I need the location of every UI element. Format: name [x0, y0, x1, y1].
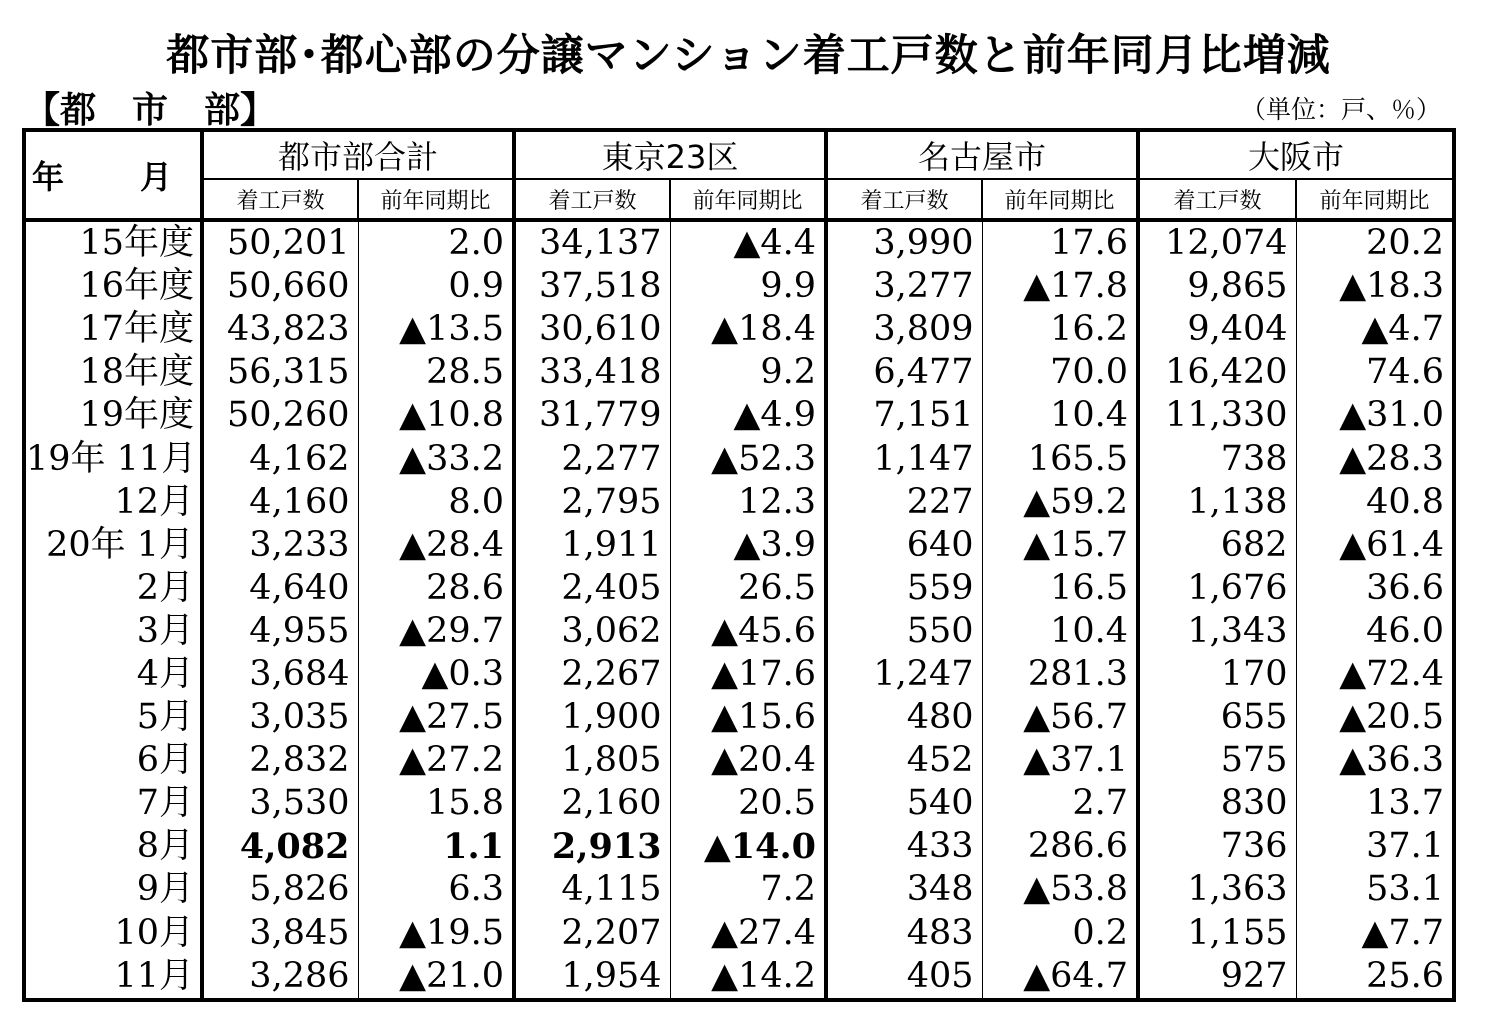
cell-urban-total-starts: 3,684: [202, 653, 358, 696]
cell-urban-total-starts: 43,823: [202, 308, 358, 351]
cell-osaka-yoy: ▲18.3: [1296, 265, 1454, 308]
region-header-osaka: 大阪市: [1138, 130, 1454, 179]
cell-nagoya-yoy: 16.2: [982, 308, 1138, 351]
cell-urban-total-starts: 3,286: [202, 955, 358, 1000]
cell-osaka-yoy: 53.1: [1296, 868, 1454, 911]
sub-header-starts: 着工戸数: [1138, 179, 1296, 220]
table-row: [24, 265, 1454, 308]
cell-tokyo-23-yoy: 7.2: [670, 868, 826, 911]
cell-osaka-starts: 9,865: [1138, 265, 1296, 308]
table-row: [24, 481, 1454, 524]
section-label: 【都 市 部】: [24, 90, 277, 131]
cell-urban-total-yoy: ▲19.5: [358, 912, 514, 955]
cell-urban-total-starts: 2,832: [202, 739, 358, 782]
cell-tokyo-23-starts: 2,913: [514, 825, 670, 868]
cell-urban-total-yoy: ▲0.3: [358, 653, 514, 696]
cell-urban-total-yoy: ▲27.5: [358, 696, 514, 739]
row-label: 15年度: [24, 220, 202, 265]
cell-nagoya-starts: 452: [826, 739, 982, 782]
cell-tokyo-23-yoy: ▲3.9: [670, 524, 826, 567]
cell-tokyo-23-yoy: ▲15.6: [670, 696, 826, 739]
cell-nagoya-yoy: 17.6: [982, 220, 1138, 265]
row-label: 12月: [24, 481, 202, 524]
unit-label: （単位：戸、％）: [1240, 95, 1441, 124]
cell-tokyo-23-yoy: 9.2: [670, 351, 826, 394]
table-row: [24, 610, 1454, 653]
cell-tokyo-23-starts: 1,911: [514, 524, 670, 567]
table-row: [24, 394, 1454, 437]
cell-nagoya-starts: 405: [826, 955, 982, 1000]
cell-urban-total-yoy: 28.5: [358, 351, 514, 394]
table-row: [24, 868, 1454, 911]
row-label: 18年度: [24, 351, 202, 394]
cell-tokyo-23-starts: 1,900: [514, 696, 670, 739]
cell-osaka-starts: 575: [1138, 739, 1296, 782]
cell-tokyo-23-yoy: ▲17.6: [670, 653, 826, 696]
cell-urban-total-starts: 4,162: [202, 437, 358, 480]
housing-starts-table: [22, 128, 1456, 1002]
row-label: 19年度: [24, 394, 202, 437]
cell-urban-total-yoy: ▲13.5: [358, 308, 514, 351]
year-month-header: 年 月: [24, 130, 202, 220]
cell-nagoya-starts: 1,247: [826, 653, 982, 696]
cell-urban-total-starts: 50,201: [202, 220, 358, 265]
cell-urban-total-starts: 4,640: [202, 567, 358, 610]
cell-urban-total-starts: 50,660: [202, 265, 358, 308]
table-row: [24, 912, 1454, 955]
cell-tokyo-23-starts: 2,207: [514, 912, 670, 955]
cell-osaka-yoy: 13.7: [1296, 782, 1454, 825]
cell-tokyo-23-starts: 31,779: [514, 394, 670, 437]
cell-osaka-yoy: ▲7.7: [1296, 912, 1454, 955]
cell-nagoya-starts: 550: [826, 610, 982, 653]
cell-nagoya-starts: 480: [826, 696, 982, 739]
row-label: 10月: [24, 912, 202, 955]
cell-nagoya-yoy: ▲17.8: [982, 265, 1138, 308]
cell-osaka-starts: 682: [1138, 524, 1296, 567]
row-label: 20年 1月: [24, 524, 202, 567]
cell-osaka-yoy: ▲61.4: [1296, 524, 1454, 567]
cell-osaka-yoy: 20.2: [1296, 220, 1454, 265]
cell-tokyo-23-yoy: ▲4.9: [670, 394, 826, 437]
sub-header-row: [24, 179, 1454, 220]
cell-osaka-starts: 9,404: [1138, 308, 1296, 351]
cell-osaka-starts: 655: [1138, 696, 1296, 739]
sub-header-yoy: 前年同期比: [982, 179, 1138, 220]
cell-nagoya-starts: 3,990: [826, 220, 982, 265]
cell-osaka-starts: 12,074: [1138, 220, 1296, 265]
cell-osaka-yoy: 36.6: [1296, 567, 1454, 610]
cell-tokyo-23-yoy: 12.3: [670, 481, 826, 524]
cell-osaka-yoy: ▲4.7: [1296, 308, 1454, 351]
cell-nagoya-starts: 433: [826, 825, 982, 868]
cell-urban-total-starts: 56,315: [202, 351, 358, 394]
cell-urban-total-yoy: 6.3: [358, 868, 514, 911]
sub-header-yoy: 前年同期比: [358, 179, 514, 220]
table-row: [24, 696, 1454, 739]
cell-tokyo-23-starts: 3,062: [514, 610, 670, 653]
cell-osaka-yoy: 37.1: [1296, 825, 1454, 868]
cell-nagoya-yoy: 2.7: [982, 782, 1138, 825]
table-row: [24, 653, 1454, 696]
cell-urban-total-starts: 3,035: [202, 696, 358, 739]
cell-urban-total-yoy: 8.0: [358, 481, 514, 524]
cell-osaka-starts: 11,330: [1138, 394, 1296, 437]
cell-osaka-starts: 1,363: [1138, 868, 1296, 911]
cell-osaka-starts: 830: [1138, 782, 1296, 825]
row-label: 7月: [24, 782, 202, 825]
row-label: 5月: [24, 696, 202, 739]
cell-nagoya-yoy: ▲64.7: [982, 955, 1138, 1000]
table-row: [24, 308, 1454, 351]
sub-header-yoy: 前年同期比: [1296, 179, 1454, 220]
cell-nagoya-starts: 7,151: [826, 394, 982, 437]
cell-nagoya-yoy: 286.6: [982, 825, 1138, 868]
table-body: [24, 220, 1454, 1000]
cell-osaka-yoy: ▲28.3: [1296, 437, 1454, 480]
cell-tokyo-23-starts: 33,418: [514, 351, 670, 394]
cell-nagoya-yoy: 10.4: [982, 610, 1138, 653]
cell-urban-total-yoy: ▲21.0: [358, 955, 514, 1000]
cell-tokyo-23-starts: 34,137: [514, 220, 670, 265]
cell-nagoya-starts: 540: [826, 782, 982, 825]
cell-nagoya-yoy: 281.3: [982, 653, 1138, 696]
cell-tokyo-23-yoy: ▲18.4: [670, 308, 826, 351]
sub-header-starts: 着工戸数: [202, 179, 358, 220]
cell-nagoya-starts: 348: [826, 868, 982, 911]
cell-tokyo-23-yoy: ▲20.4: [670, 739, 826, 782]
cell-urban-total-yoy: 1.1: [358, 825, 514, 868]
table-row: [24, 567, 1454, 610]
cell-osaka-yoy: ▲72.4: [1296, 653, 1454, 696]
row-label: 17年度: [24, 308, 202, 351]
cell-urban-total-yoy: ▲33.2: [358, 437, 514, 480]
cell-tokyo-23-starts: 1,954: [514, 955, 670, 1000]
cell-urban-total-yoy: 28.6: [358, 567, 514, 610]
sub-header-yoy: 前年同期比: [670, 179, 826, 220]
cell-urban-total-yoy: ▲27.2: [358, 739, 514, 782]
region-header-tokyo-23: 東京23区: [514, 130, 826, 179]
cell-nagoya-yoy: 10.4: [982, 394, 1138, 437]
cell-osaka-starts: 927: [1138, 955, 1296, 1000]
cell-osaka-starts: 1,138: [1138, 481, 1296, 524]
cell-tokyo-23-starts: 2,267: [514, 653, 670, 696]
cell-tokyo-23-yoy: ▲27.4: [670, 912, 826, 955]
cell-tokyo-23-yoy: 9.9: [670, 265, 826, 308]
cell-tokyo-23-starts: 4,115: [514, 868, 670, 911]
table-row: [24, 437, 1454, 480]
cell-nagoya-starts: 3,277: [826, 265, 982, 308]
cell-nagoya-yoy: 165.5: [982, 437, 1138, 480]
cell-urban-total-starts: 3,233: [202, 524, 358, 567]
cell-urban-total-yoy: 0.9: [358, 265, 514, 308]
cell-nagoya-yoy: 70.0: [982, 351, 1138, 394]
cell-tokyo-23-starts: 30,610: [514, 308, 670, 351]
cell-urban-total-starts: 4,082: [202, 825, 358, 868]
cell-urban-total-starts: 3,530: [202, 782, 358, 825]
page-title: 都市部･都心部の分譲マンション着工戸数と前年同月比増減: [166, 31, 1331, 81]
cell-osaka-starts: 1,676: [1138, 567, 1296, 610]
cell-tokyo-23-yoy: ▲4.4: [670, 220, 826, 265]
cell-nagoya-yoy: ▲56.7: [982, 696, 1138, 739]
cell-nagoya-yoy: ▲15.7: [982, 524, 1138, 567]
cell-nagoya-starts: 227: [826, 481, 982, 524]
row-label: 3月: [24, 610, 202, 653]
cell-nagoya-starts: 3,809: [826, 308, 982, 351]
table-row: [24, 782, 1454, 825]
cell-osaka-starts: 738: [1138, 437, 1296, 480]
cell-urban-total-yoy: 2.0: [358, 220, 514, 265]
cell-osaka-yoy: 40.8: [1296, 481, 1454, 524]
cell-nagoya-yoy: ▲53.8: [982, 868, 1138, 911]
row-label: 2月: [24, 567, 202, 610]
cell-urban-total-yoy: 15.8: [358, 782, 514, 825]
cell-tokyo-23-starts: 2,160: [514, 782, 670, 825]
cell-urban-total-starts: 50,260: [202, 394, 358, 437]
cell-urban-total-starts: 4,160: [202, 481, 358, 524]
cell-nagoya-starts: 6,477: [826, 351, 982, 394]
cell-tokyo-23-yoy: ▲45.6: [670, 610, 826, 653]
cell-urban-total-yoy: ▲10.8: [358, 394, 514, 437]
row-label: 9月: [24, 868, 202, 911]
row-label: 19年 11月: [24, 437, 202, 480]
cell-osaka-starts: 16,420: [1138, 351, 1296, 394]
cell-osaka-yoy: 46.0: [1296, 610, 1454, 653]
row-label: 6月: [24, 739, 202, 782]
cell-osaka-yoy: ▲20.5: [1296, 696, 1454, 739]
table-row: [24, 955, 1454, 1000]
cell-nagoya-starts: 640: [826, 524, 982, 567]
cell-tokyo-23-yoy: ▲52.3: [670, 437, 826, 480]
cell-nagoya-yoy: 16.5: [982, 567, 1138, 610]
cell-tokyo-23-yoy: ▲14.2: [670, 955, 826, 1000]
table-row: [24, 351, 1454, 394]
cell-tokyo-23-yoy: 26.5: [670, 567, 826, 610]
table-row: [24, 524, 1454, 567]
cell-osaka-starts: 1,343: [1138, 610, 1296, 653]
cell-tokyo-23-starts: 37,518: [514, 265, 670, 308]
table-row: [24, 739, 1454, 782]
cell-osaka-yoy: ▲31.0: [1296, 394, 1454, 437]
cell-tokyo-23-yoy: ▲14.0: [670, 825, 826, 868]
cell-nagoya-starts: 559: [826, 567, 982, 610]
row-label: 8月: [24, 825, 202, 868]
cell-urban-total-starts: 3,845: [202, 912, 358, 955]
cell-nagoya-yoy: ▲37.1: [982, 739, 1138, 782]
sub-header-starts: 着工戸数: [826, 179, 982, 220]
cell-osaka-starts: 170: [1138, 653, 1296, 696]
cell-urban-total-yoy: ▲28.4: [358, 524, 514, 567]
cell-nagoya-yoy: 0.2: [982, 912, 1138, 955]
table-row: [24, 220, 1454, 265]
table-row: [24, 825, 1454, 868]
cell-urban-total-yoy: ▲29.7: [358, 610, 514, 653]
cell-osaka-yoy: 74.6: [1296, 351, 1454, 394]
region-header-urban-total: 都市部合計: [202, 130, 514, 179]
row-label: 16年度: [24, 265, 202, 308]
sub-header-starts: 着工戸数: [514, 179, 670, 220]
cell-nagoya-yoy: ▲59.2: [982, 481, 1138, 524]
cell-tokyo-23-starts: 2,795: [514, 481, 670, 524]
region-header-row: [24, 130, 1454, 179]
row-label: 4月: [24, 653, 202, 696]
cell-osaka-starts: 736: [1138, 825, 1296, 868]
cell-osaka-starts: 1,155: [1138, 912, 1296, 955]
cell-tokyo-23-yoy: 20.5: [670, 782, 826, 825]
region-header-nagoya: 名古屋市: [826, 130, 1138, 179]
row-label: 11月: [24, 955, 202, 1000]
cell-nagoya-starts: 483: [826, 912, 982, 955]
cell-osaka-yoy: ▲36.3: [1296, 739, 1454, 782]
cell-urban-total-starts: 5,826: [202, 868, 358, 911]
cell-tokyo-23-starts: 2,405: [514, 567, 670, 610]
cell-urban-total-starts: 4,955: [202, 610, 358, 653]
cell-tokyo-23-starts: 1,805: [514, 739, 670, 782]
cell-nagoya-starts: 1,147: [826, 437, 982, 480]
cell-tokyo-23-starts: 2,277: [514, 437, 670, 480]
cell-osaka-yoy: 25.6: [1296, 955, 1454, 1000]
